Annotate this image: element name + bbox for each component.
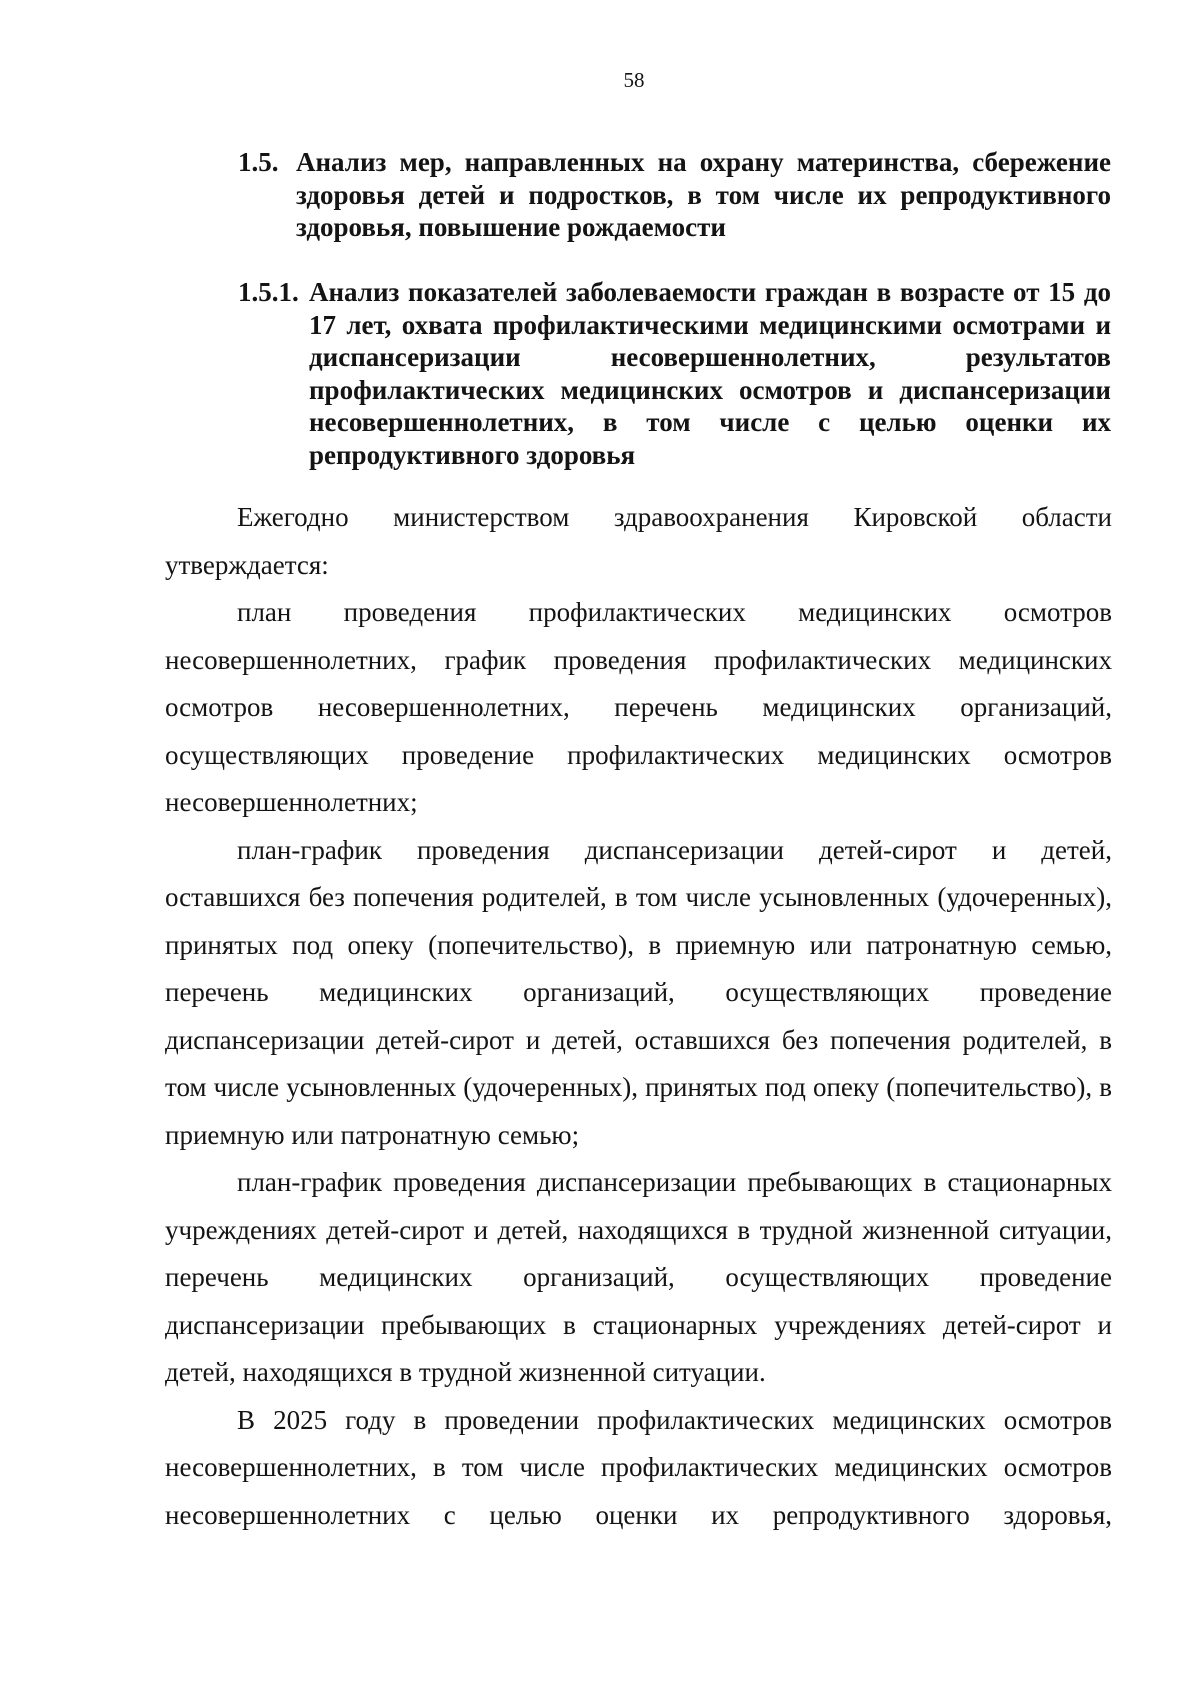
paragraph-2025: В 2025 году в проведении профилактических медицинских осмотров несовершеннолетних, в том числе профилактических медицинских осмотров несовершеннолетних с целью оценки их репродуктивного здоровья, (165, 1404, 1112, 1530)
subsection-number: 1.5.1. (238, 277, 299, 307)
paragraph-intro: Ежегодно министерством здравоохранения Кировской области утверждается: (165, 502, 1112, 580)
paragraph-stationary-schedule: план-график проведения диспансеризации пребывающих в стационарных учреждениях детей-сирот и детей, находящихся в трудной жизненной ситуации, перечень медицинских организаций, осуществляющих проведение диспансеризации пребывающих в стационарных учреждениях детей-сирот и детей, находящихся в трудной жизненной ситуации. (165, 1167, 1112, 1387)
section-title: Анализ мер, направленных на охрану материнства, сбережение здоровья детей и подростков, в том числе их репродуктивного здоровья, повышение рождаемости (296, 147, 1111, 242)
section-number: 1.5. (238, 147, 279, 177)
section-heading (238, 146, 1111, 244)
paragraph-orphans-schedule: план-график проведения диспансеризации детей-сирот и детей, оставшихся без попечения родителей, в том числе усыновленных (удочеренных), принятых под опеку (попечительство), в приемную или патронатную семью, перечень медицинских организаций, осуществляющих проведение диспансеризации детей-сирот и детей, оставшихся без попечения родителей, в том числе усыновленных (удочеренных), принятых под опеку (попечительство), в приемную или патронатную семью; (165, 834, 1112, 1150)
subsection-heading (238, 276, 1111, 471)
page-number: 58 (623, 68, 645, 92)
body-text (165, 494, 1112, 1539)
paragraph-plan-checkups: план проведения профилактических медицинских осмотров несовершеннолетних, график проведения профилактических медицинских осмотров несовершеннолетних, перечень медицинских организаций, осуществляющих проведение профилактических медицинских осмотров несовершеннолетних; (165, 597, 1112, 817)
subsection-title: Анализ показателей заболеваемости граждан в возрасте от 15 до 17 лет, охвата профилактическими медицинскими осмотрами и диспансеризации несовершеннолетних, результатов профилактических медицинских осмотров и диспансеризации несовершеннолетних, в том числе с целью оценки их репродуктивного здоровья (309, 277, 1111, 470)
